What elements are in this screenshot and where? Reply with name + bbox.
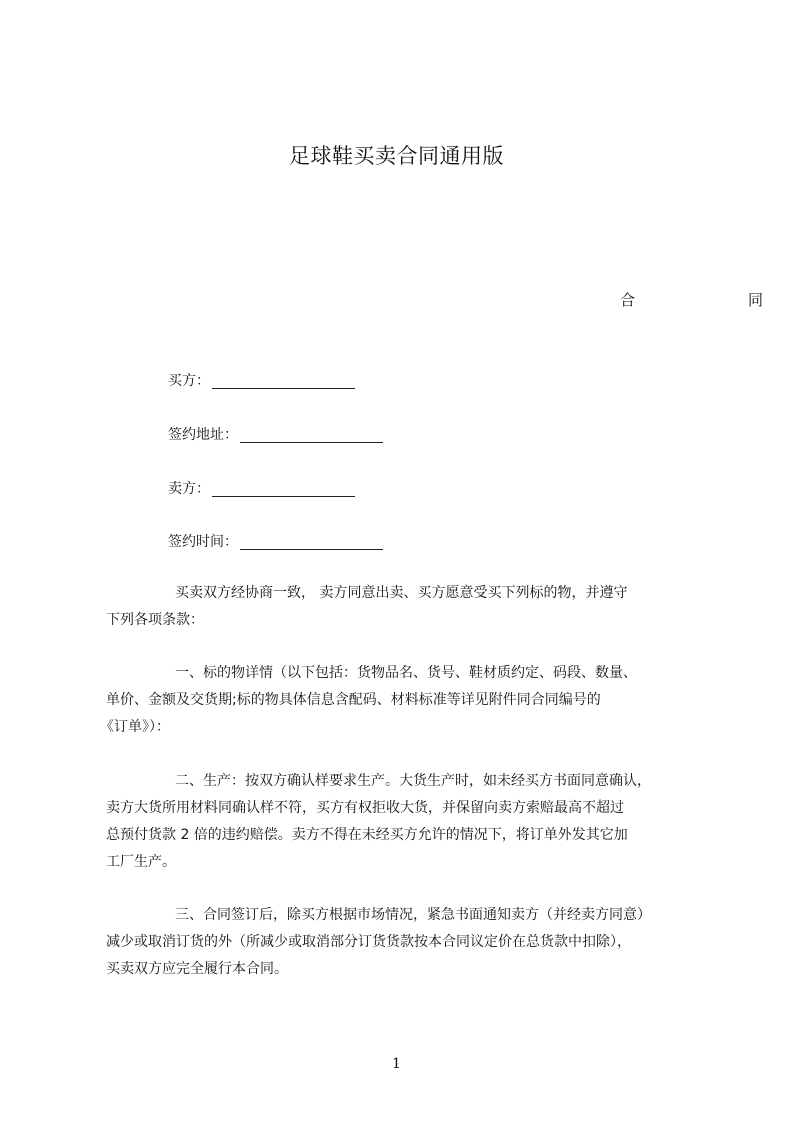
buyer-blank [212,373,355,389]
contract-heading-char-1: 合 [620,291,636,309]
buyer-field [168,371,355,391]
seller-field [168,479,355,499]
intro-line: 买卖双方经协商一致， 卖方同意出卖、买方愿意受买下列标的物，并遵守 [175,585,628,601]
seller-blank [212,481,355,497]
signing-time-field [168,532,383,552]
clause-two-line: 卖方大货所用材料同确认样不符，买方有权拒收大货，并保留向卖方索赔最高不超过 [106,800,624,816]
document-title: 足球鞋买卖合同通用版 [289,144,504,168]
clause-three-line: 减少或取消订货的外（所减少或取消部分订货货款按本合同议定价在总货款中扣除）， [106,934,631,950]
signing-address-blank [240,427,383,443]
clause-one-line: 单价、金额及交货期;标的物具体信息含配码、材料标准等详见附件同合同编号的 [106,692,601,708]
page-number: 1 [392,1056,401,1072]
signing-address-field [168,425,383,445]
seller-label: 卖方： [168,481,210,497]
intro-line: 下列各项条款： [106,612,204,628]
clause-two-line: 工厂生产。 [106,854,176,870]
buyer-label: 买方： [168,373,210,389]
clause-one-line: 一、标的物详情（以下包括：货物品名、货号、鞋材质约定、码段、数量、 [175,665,637,681]
clause-one-line: 《订单》）： [100,719,170,735]
clause-three-line: 买卖双方应完全履行本合同。 [106,961,288,977]
clause-two-line: 二、生产：按双方确认样要求生产。大货生产时，如未经买方书面同意确认， [175,773,651,789]
signing-time-blank [240,534,383,550]
signing-time-label: 签约时间： [168,534,238,550]
contract-heading-char-2: 同 [748,291,764,309]
clause-three-line: 三、合同签订后，除买方根据市场情况，紧急书面通知卖方（并经卖方同意） [175,907,651,923]
signing-address-label: 签约地址： [168,427,238,443]
clause-two-line: 总预付货款 2 倍的违约赔偿。卖方不得在未经买方允许的情况下，将订单外发其它加 [106,827,628,843]
